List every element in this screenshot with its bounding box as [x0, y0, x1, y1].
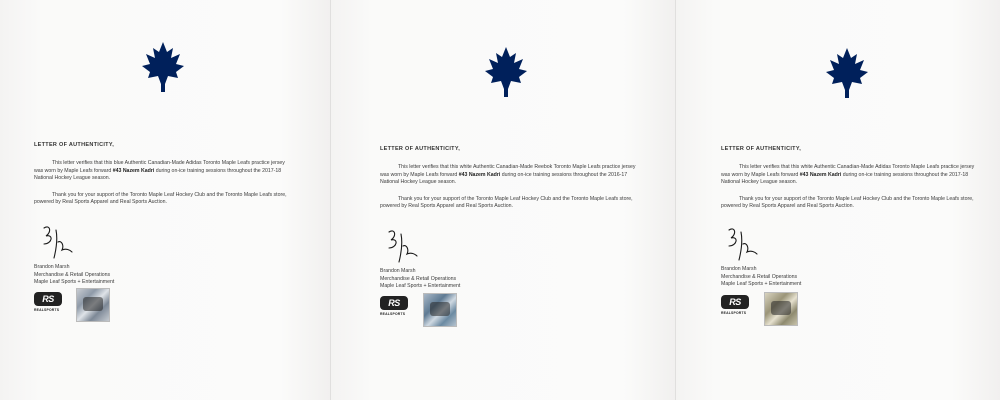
signature [721, 224, 781, 262]
letter-heading: LETTER OF AUTHENTICITY, [34, 142, 115, 148]
signer-title: Merchandise & Retail Operations [721, 273, 798, 280]
thanks-paragraph: Thank you for your support of the Toronto Maple Leaf Hockey Club and the Toronto Maple Leafs store, powered by Real Sports Apparel and Real Sports Auction. [721, 195, 974, 210]
letter-heading: LETTER OF AUTHENTICITY, [721, 146, 802, 152]
signer-org: Maple Leaf Sports + Entertainment [721, 281, 802, 288]
maple-leafs-logo [140, 40, 186, 94]
thanks-paragraph: Thank you for your support of the Toronto Maple Leaf Hockey Club and the Toronto Maple Leafs store, powered by Real Sports Apparel and Real Sports Auction. [380, 195, 633, 210]
signer-block [380, 268, 460, 291]
signature [381, 226, 441, 264]
rs-mark: RS [380, 296, 408, 310]
realsports-logo [34, 292, 66, 316]
rs-mark: RS [34, 292, 62, 306]
realsports-logo [380, 296, 412, 320]
player-name: #43 Nazem Kadri [112, 167, 155, 174]
verification-paragraph: This letter verifies that this white Authentic Canadian-Made Adidas Toronto Maple Leafs practice jersey was worn by Maple Leafs forward #43 Nazem Kadri during on-ice training sessions throughout the 2017-18 National Hockey League season. [721, 164, 975, 186]
authenticity-letter [675, 0, 1000, 400]
signer-org: Maple Leaf Sports + Entertainment [380, 283, 461, 290]
authenticity-letter [330, 0, 675, 400]
signer-name: Brandon Marsh [34, 264, 70, 270]
signature [36, 222, 96, 260]
signer-name: Brandon Marsh [721, 266, 757, 272]
hologram-sticker [76, 288, 110, 322]
signer-org: Maple Leaf Sports + Entertainment [34, 279, 115, 286]
letter-body [721, 164, 983, 220]
letter-body [380, 164, 642, 220]
maple-leafs-logo [824, 46, 870, 100]
signer-title: Merchandise & Retail Operations [34, 271, 111, 278]
hologram-sticker [764, 292, 798, 326]
rs-text: REALSPORTS [380, 312, 406, 316]
maple-leafs-logo [483, 45, 529, 99]
rs-text: REALSPORTS [721, 311, 747, 315]
letter-body [34, 160, 294, 216]
signer-block [721, 266, 801, 289]
rs-mark: RS [721, 295, 749, 309]
signer-block [34, 264, 114, 287]
player-name: #43 Nazem Kadri [458, 171, 501, 178]
authenticity-letter [0, 0, 330, 400]
verification-paragraph: This letter verifies that this blue Authentic Canadian-Made Adidas Toronto Maple Leafs practice jersey was worn by Maple Leafs forward #43 Nazem Kadri during on-ice training sessions throughout the 2017-18 National Hockey League season. [34, 160, 285, 182]
rs-text: REALSPORTS [34, 308, 60, 312]
realsports-logo [721, 295, 753, 319]
thanks-paragraph: Thank you for your support of the Toronto Maple Leaf Hockey Club and the Toronto Maple Leafs store, powered by Real Sports Apparel and Real Sports Auction. [34, 191, 287, 206]
verification-paragraph: This letter verifies that this white Authentic Canadian-Made Reebok Toronto Maple Leafs practice jersey was worn by Maple Leafs forward #43 Nazem Kadri during on-ice training sessions throughout the 2016-17 National Hockey League season. [380, 164, 636, 186]
letter-heading: LETTER OF AUTHENTICITY, [380, 146, 461, 152]
player-name: #43 Nazem Kadri [799, 171, 842, 178]
signer-name: Brandon Marsh [380, 268, 416, 274]
signer-title: Merchandise & Retail Operations [380, 275, 457, 282]
hologram-sticker [423, 293, 457, 327]
